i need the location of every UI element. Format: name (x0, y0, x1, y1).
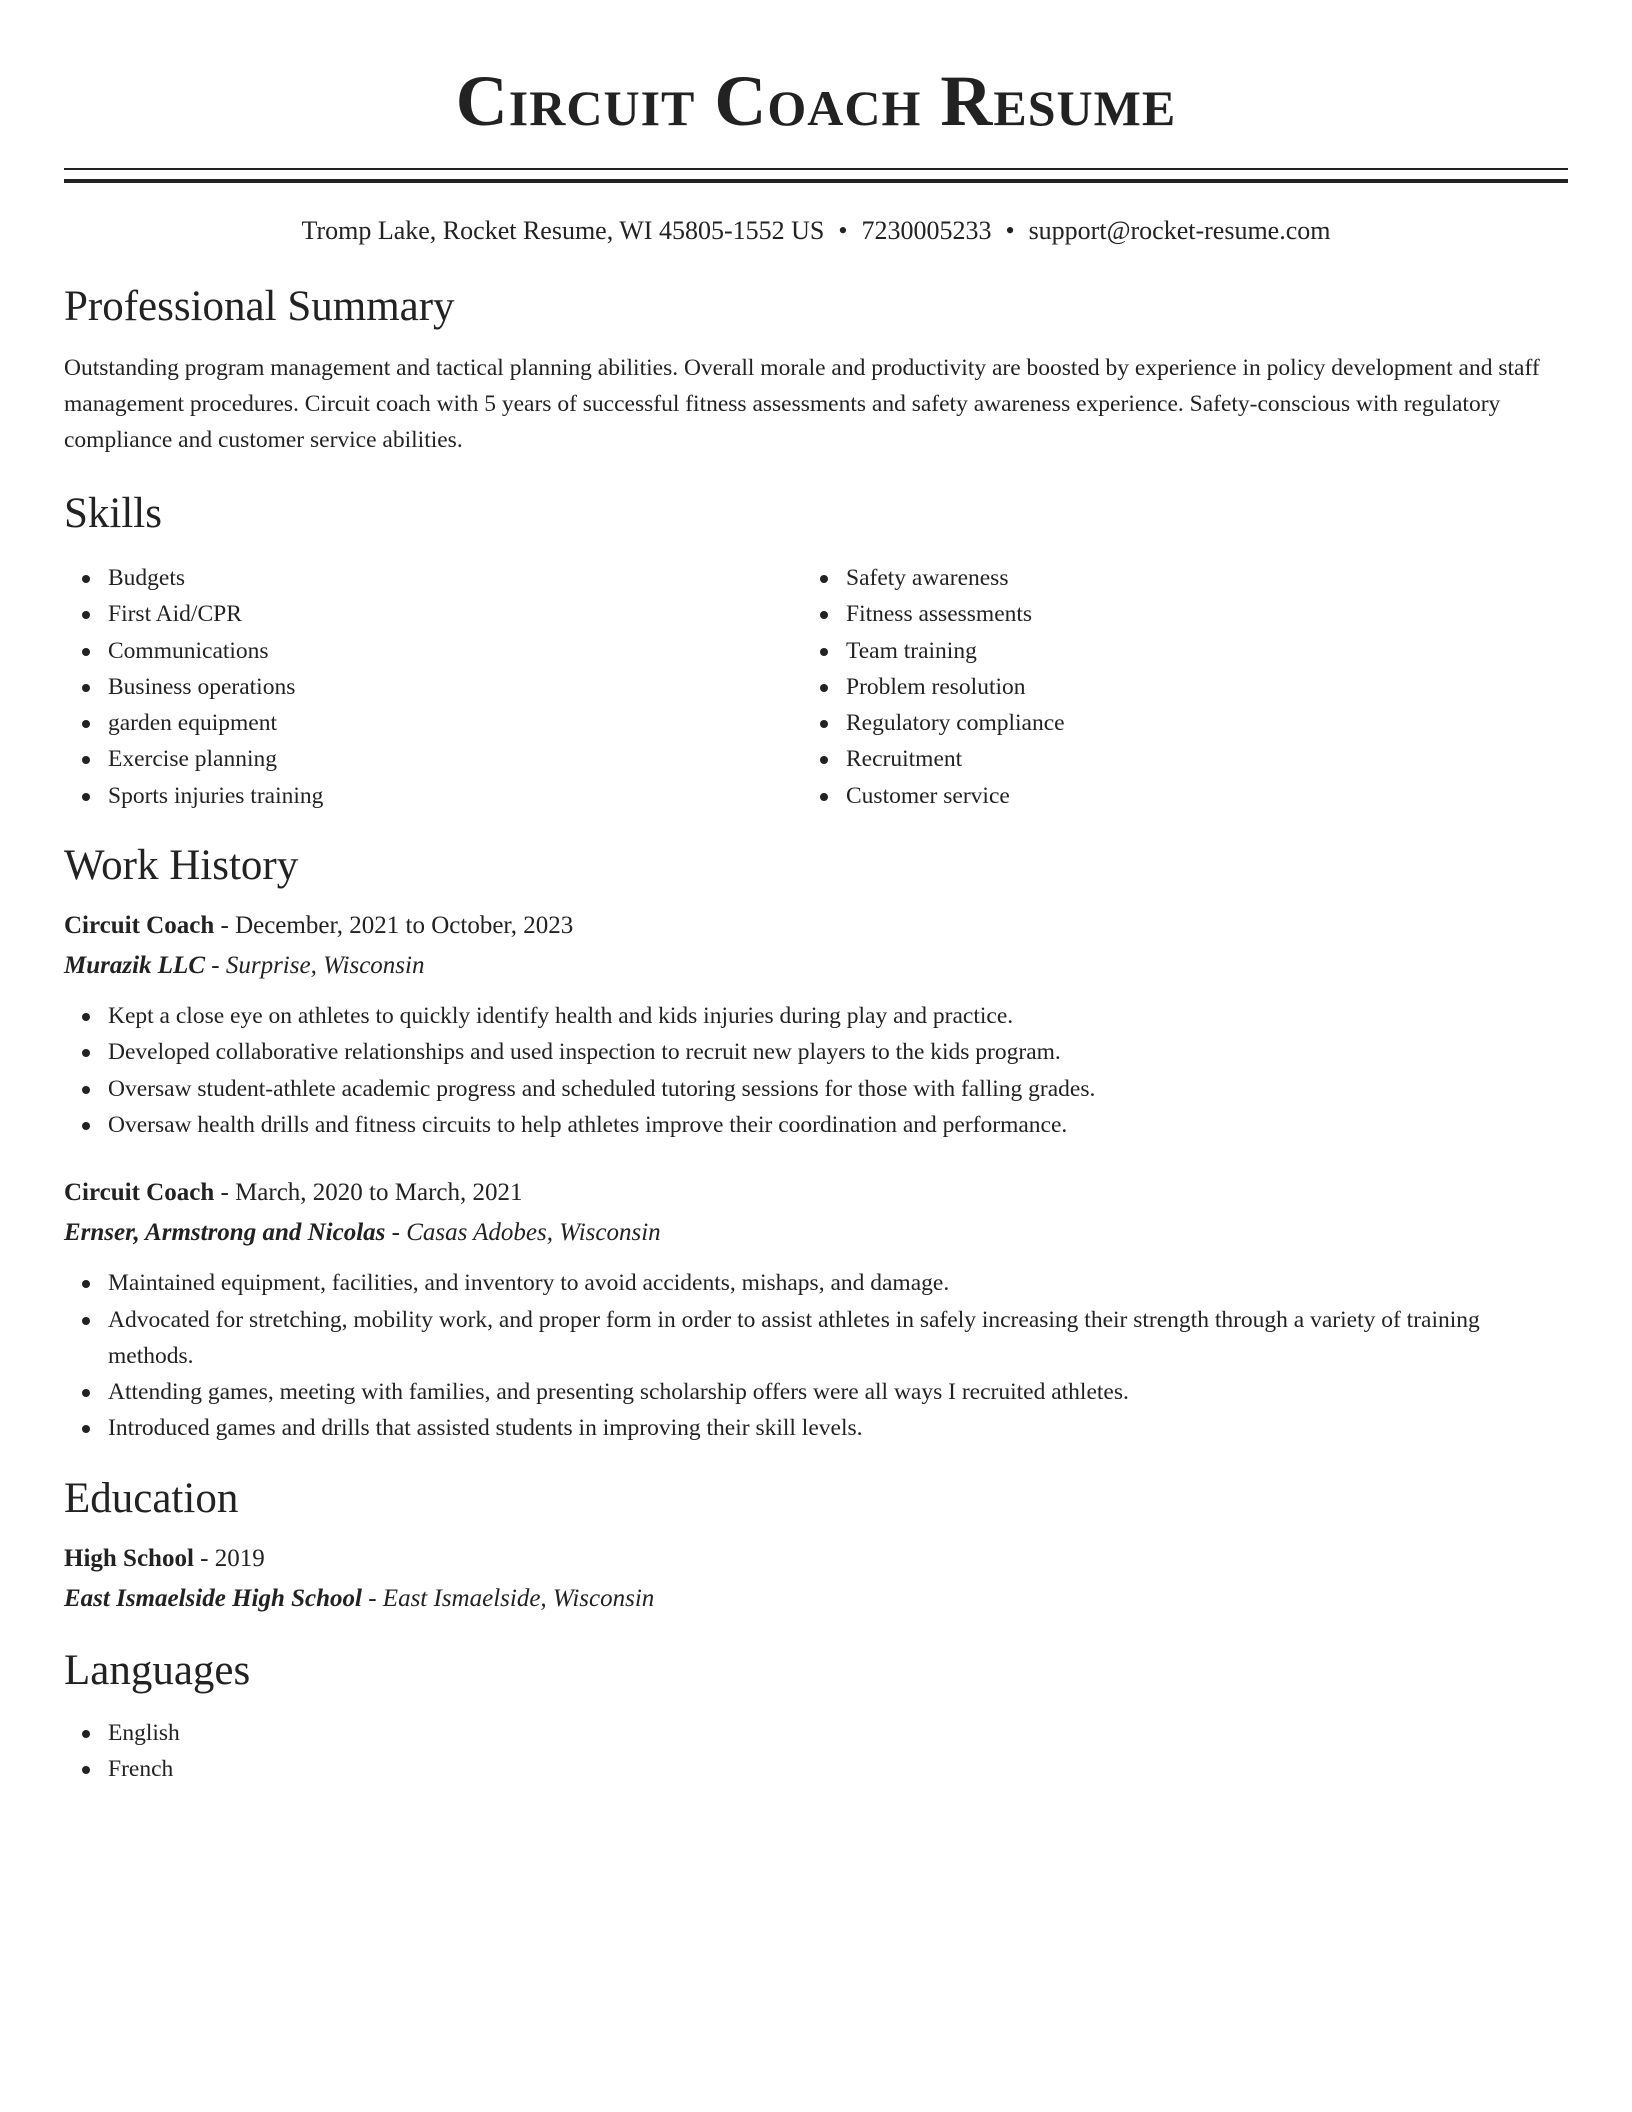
job-company: Murazik LLC (64, 952, 206, 980)
education-heading: Education (64, 1474, 239, 1522)
dash: - (220, 912, 229, 940)
job-dates: December, 2021 to October, 2023 (235, 912, 574, 940)
language-item: French (108, 1751, 1568, 1787)
skill-item: Business operations (108, 669, 806, 705)
job-location: Surprise, Wisconsin (225, 952, 425, 980)
job-bullet: Kept a close eye on athletes to quickly identify health and kids injuries during play and practice. (108, 998, 1568, 1034)
job-bullets (64, 1265, 1568, 1446)
job-title: Circuit Coach (64, 1179, 215, 1207)
education-school-line (64, 1579, 1568, 1619)
job-bullet: Oversaw student-athlete academic progress and scheduled tutoring sessions for those with falling grades. (108, 1071, 1568, 1107)
dash: - (200, 1544, 209, 1572)
languages-list (64, 1715, 1568, 1788)
contact-address: Tromp Lake, Rocket Resume, WI 45805-1552 US (301, 216, 825, 245)
job-bullet: Introduced games and drills that assisted students in improving their skill levels. (108, 1410, 1568, 1446)
job-bullets (64, 998, 1568, 1143)
skill-item: garden equipment (108, 705, 806, 741)
skill-item: Regulatory compliance (846, 705, 1544, 741)
dash: - (391, 1219, 400, 1247)
dash: - (220, 1179, 229, 1207)
skill-item: Team training (846, 633, 1544, 669)
job-entry (64, 906, 1568, 1143)
skill-item: Recruitment (846, 741, 1544, 777)
contact-separator: • (838, 216, 848, 245)
dash: - (368, 1584, 377, 1612)
job-bullet: Advocated for stretching, mobility work, and proper form in order to assist athletes in safely increasing their strength through a variety of training methods. (108, 1302, 1568, 1375)
language-item: English (108, 1715, 1568, 1751)
contact-separator: • (1005, 216, 1015, 245)
job-title: Circuit Coach (64, 912, 215, 940)
job-org-line (64, 946, 1568, 986)
skill-item: Safety awareness (846, 560, 1544, 596)
skill-item: Problem resolution (846, 669, 1544, 705)
skill-item: First Aid/CPR (108, 596, 806, 632)
education-location: East Ismaelside, Wisconsin (382, 1584, 655, 1612)
resume-title: Circuit Coach Resume (455, 61, 1177, 141)
skills-column-right (806, 560, 1544, 814)
skill-item: Communications (108, 633, 806, 669)
summary-heading: Professional Summary (64, 283, 455, 330)
skill-item: Fitness assessments (846, 596, 1544, 632)
title-divider (64, 168, 1568, 183)
summary-text: Outstanding program management and tactical planning abilities. Overall morale and productivity are boosted by experience in policy development and staff management procedures. Circuit coach with 5 years of successful fitness assessments and safety awareness experience. Safety-conscious with regulatory compliance and customer service abilities. (64, 355, 1540, 453)
skill-item: Customer service (846, 778, 1544, 814)
job-bullet: Attending games, meeting with families, and presenting scholarship offers were all ways I recruited athletes. (108, 1374, 1568, 1410)
contact-email: support@rocket-resume.com (1028, 216, 1331, 245)
work-heading: Work History (64, 842, 299, 890)
job-dates: March, 2020 to March, 2021 (235, 1179, 523, 1207)
job-company: Ernser, Armstrong and Nicolas (64, 1219, 386, 1247)
skills-heading: Skills (64, 490, 162, 537)
job-bullet: Oversaw health drills and fitness circuits to help athletes improve their coordination and performance. (108, 1107, 1568, 1143)
job-location: Casas Adobes, Wisconsin (406, 1219, 661, 1247)
job-entry (64, 1173, 1568, 1446)
education-entry (64, 1539, 1568, 1619)
education-year: 2019 (214, 1544, 265, 1572)
contact-phone: 7230005233 (861, 216, 992, 245)
job-org-line (64, 1213, 1568, 1253)
skill-item: Budgets (108, 560, 806, 596)
skill-item: Sports injuries training (108, 778, 806, 814)
education-title-line (64, 1539, 1568, 1579)
job-title-line (64, 1173, 1568, 1213)
job-bullet: Maintained equipment, facilities, and inventory to avoid accidents, mishaps, and damage. (108, 1265, 1568, 1301)
dash: - (211, 952, 220, 980)
education-degree: High School (64, 1544, 194, 1572)
skill-item: Exercise planning (108, 741, 806, 777)
languages-heading: Languages (64, 1646, 251, 1694)
skills-list (64, 560, 1568, 814)
skills-column-left (64, 560, 806, 814)
education-school: East Ismaelside High School (64, 1584, 362, 1612)
job-bullet: Developed collaborative relationships and used inspection to recruit new players to the kids program. (108, 1034, 1568, 1070)
job-title-line (64, 906, 1568, 946)
contact-line (64, 213, 1568, 249)
